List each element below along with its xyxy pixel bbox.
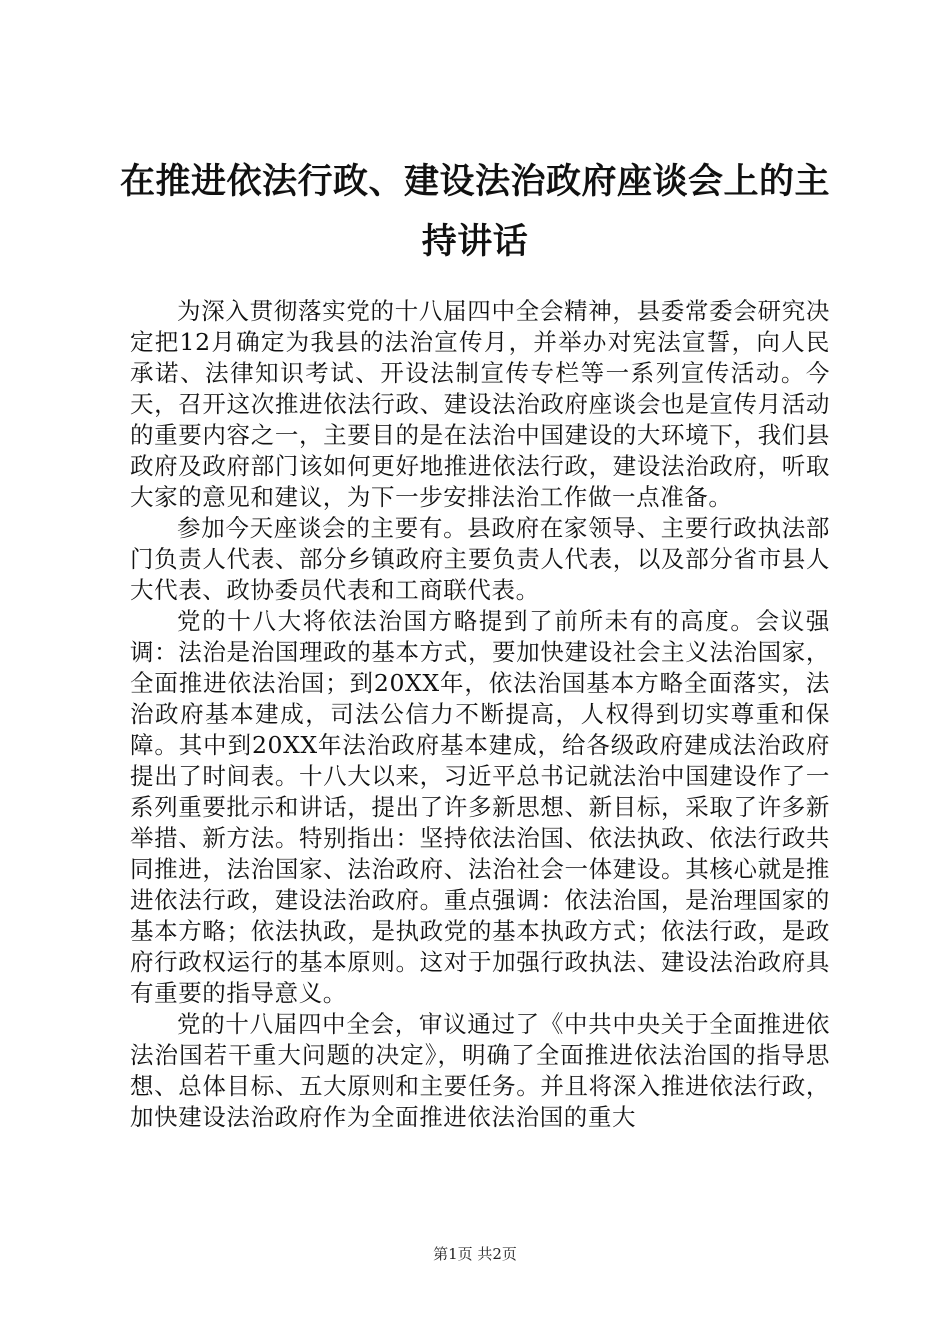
paragraph: 为深入贯彻落实党的十八届四中全会精神，县委常委会研究决定把12月确定为我县的法治宣传月，并举办对宪法宣誓，向人民承诺、法律知识考试、开设法制宣传专栏等一系列宣传活动。今天，召开这次推进依法行政、建设法治政府座谈会也是宣传月活动的重要内容之一，主要目的是在法治中国建设的大环境下，我们县政府及政府部门该如何更好地推进依法行政，建设法治政府，听取大家的意见和建议，为下一步安排法治工作做一点准备。: [130, 297, 830, 511]
page-number-footer: 第1页 共2页: [433, 1245, 517, 1263]
paragraph: 党的十八大将依法治国方略提到了前所未有的高度。会议强调：法治是治国理政的基本方式，要加快建设社会主义法治国家，全面推进依法治国；到20XX年，依法治国基本方略全面落实，法治政府基本建成，司法公信力不断提高，人权得到切实尊重和保障。其中到20XX年法治政府基本建成，给各级政府建成法治政府提出了时间表。十八大以来，习近平总书记就法治中国建设作了一系列重要批示和讲话，提出了许多新思想、新目标，采取了许多新举措、新方法。特别指出：坚持依法治国、依法执政、依法行政共同推进，法治国家、法治政府、法治社会一体建设。其核心就是推进依法行政，建设法治政府。重点强调：依法治国，是治理国家的基本方略；依法执政，是执政党的基本执政方式；依法行政，是政府行政权运行的基本原则。这对于加强行政执法、建设法治政府具有重要的指导意义。: [130, 607, 830, 1007]
paragraph: 参加今天座谈会的主要有。县政府在家领导、主要行政执法部门负责人代表、部分乡镇政府主要负责人代表，以及部分省市县人大代表、政协委员代表和工商联代表。: [130, 514, 830, 604]
document-body: [130, 296, 830, 1133]
paragraph: 党的十八届四中全会，审议通过了《中共中央关于全面推进依法治国若干重大问题的决定》，明确了全面推进依法治国的指导思想、总体目标、五大原则和主要任务。并且将深入推进依法行政，加快建设法治政府作为全面推进依法治国的重大: [130, 1010, 830, 1131]
page-title: 在推进依法行政、建设法治政府座谈会上的主持讲话: [120, 162, 831, 262]
